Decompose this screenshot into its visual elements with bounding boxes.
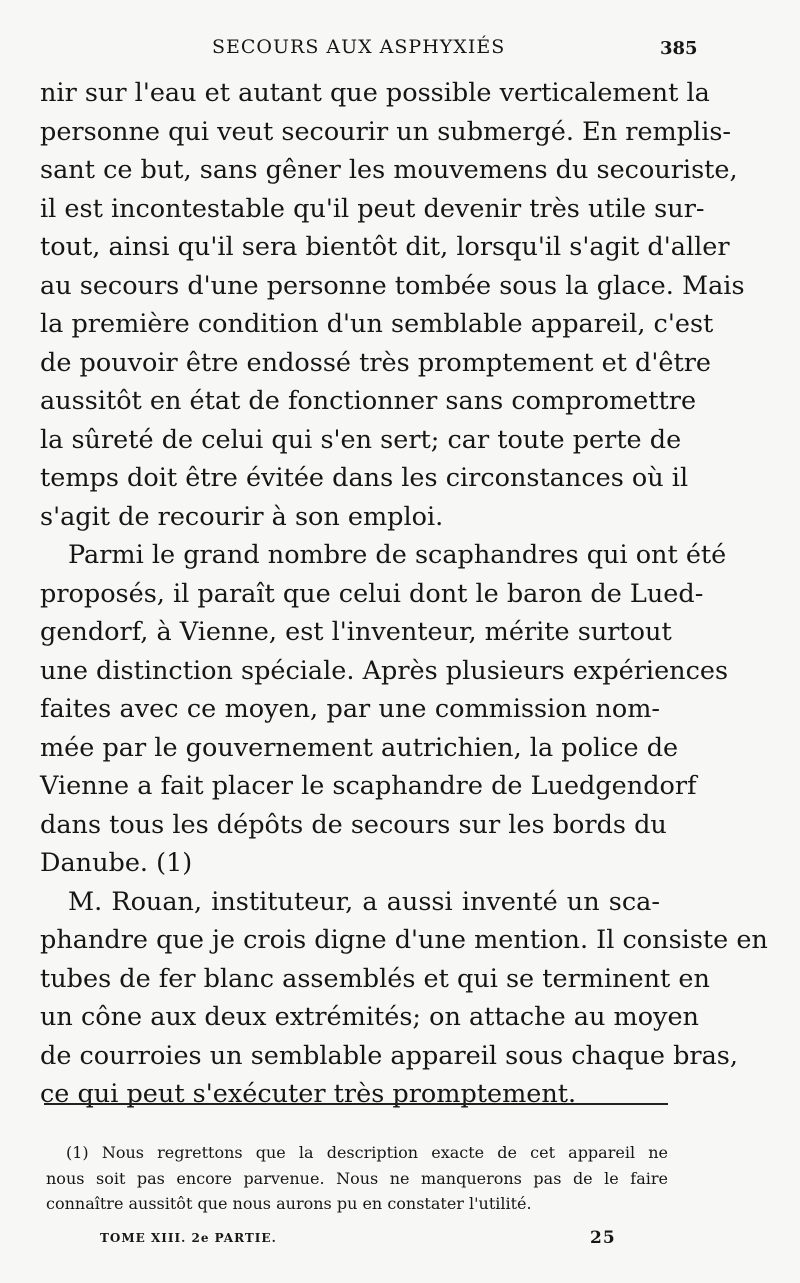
text-line: au secours d'une personne tombée sous la glace. Mais	[40, 270, 745, 301]
running-title: SECOURS AUX ASPHYXIÉS	[212, 36, 506, 58]
text-line: personne qui veut secourir un submergé. En remplis-	[40, 116, 732, 147]
text-line: Danube. (1)	[40, 848, 193, 878]
printer-signature	[40, 1228, 680, 1252]
text-line: sant ce but, sans gêner les mouvemens du secouriste,	[40, 155, 738, 185]
text-line: la sûreté de celui qui s'en sert; car toute perte de	[40, 424, 682, 455]
text-line: M. Rouan, instituteur, a aussi inventé un sca-	[68, 886, 660, 917]
page-number: 385	[660, 38, 698, 59]
signature-text: TOME XIII. 2e PARTIE.	[100, 1231, 277, 1245]
text-line: Vienne a fait placer le scaphandre de Luedgendorf	[40, 771, 697, 801]
text-line: une distinction spéciale. Après plusieurs expériences	[40, 655, 729, 686]
page-header	[40, 36, 740, 66]
text-line: gendorf, à Vienne, est l'inventeur, mérite surtout	[40, 617, 672, 647]
text-line: la première condition d'un semblable appareil, c'est	[40, 309, 714, 339]
footnote-line: nous soit pas encore parvenue. Nous ne manquerons pas de le faire	[46, 1168, 668, 1188]
text-line: ce qui peut s'exécuter très promptement.	[40, 1079, 577, 1109]
text-line: un cône aux deux extrémités; on attache au moyen	[40, 1002, 699, 1032]
text-line: phandre que je crois digne d'une mention. Il consiste en	[40, 925, 768, 955]
text-line: de courroies un semblable appareil sous chaque bras,	[40, 1040, 738, 1071]
text-line: de pouvoir être endossé très promptement et d'être	[40, 347, 711, 378]
text-line: Parmi le grand nombre de scaphandres qui ont été	[68, 540, 727, 570]
text-line: temps doit être évitée dans les circonstances où il	[40, 463, 689, 493]
footnote	[46, 1140, 668, 1217]
footnote-line: connaître aussitôt que nous aurons pu en constater l'utilité.	[46, 1194, 532, 1213]
text-line: faites avec ce moyen, par une commission nom-	[40, 694, 660, 724]
text-line: tubes de fer blanc assemblés et qui se terminent en	[40, 963, 710, 994]
text-line: dans tous les dépôts de secours sur les bords du	[40, 809, 667, 840]
signature-number: 25	[590, 1228, 616, 1248]
text-line: aussitôt en état de fonctionner sans compromettre	[40, 386, 697, 416]
body-text	[40, 74, 768, 1114]
text-line: nir sur l'eau et autant que possible verticalement la	[40, 78, 710, 108]
text-line: il est incontestable qu'il peut devenir très utile sur-	[40, 193, 705, 224]
footnote-rule	[44, 1103, 668, 1105]
text-line: s'agit de recourir à son emploi.	[40, 501, 444, 532]
footnote-line: (1) Nous regrettons que la description exacte de cet appareil ne	[66, 1143, 668, 1162]
text-line: mée par le gouvernement autrichien, la police de	[40, 732, 679, 763]
text-line: tout, ainsi qu'il sera bientôt dit, lorsqu'il s'agit d'aller	[40, 232, 730, 262]
text-line: proposés, il paraît que celui dont le baron de Lued-	[40, 578, 704, 609]
